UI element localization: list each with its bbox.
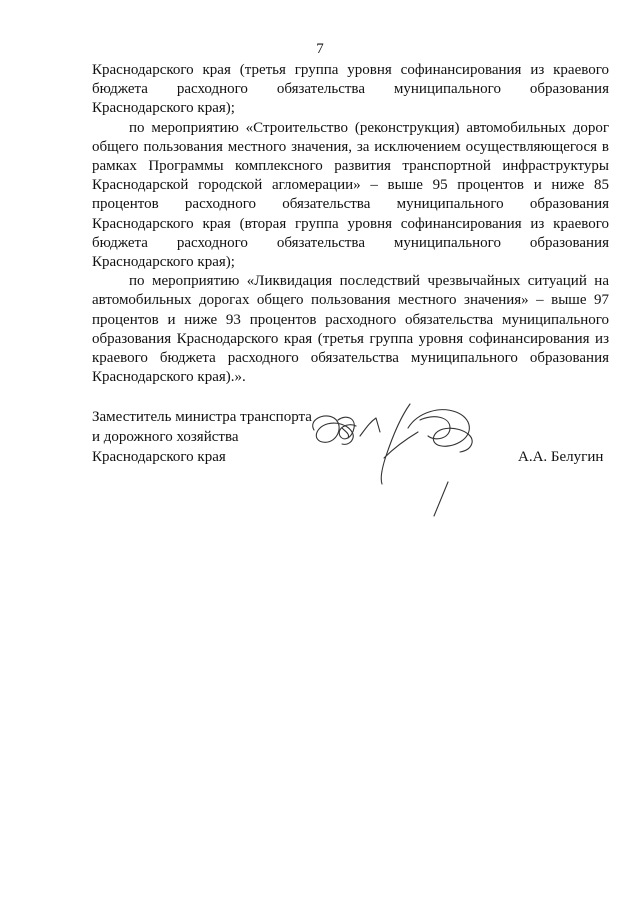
paragraph: Краснодарского края (третья группа уровня софинансирования из краевого бюджета расходного обязательства муниципального образования Краснодарского края);	[92, 62, 609, 117]
page-number: 7	[316, 41, 324, 57]
paragraph: по мероприятию «Ликвидация последствий чрезвычайных ситуаций на автомобильных дорогах общего пользования местного значения» – выше 97 процентов и ниже 93 процентов расходного обязательства муниципального образования Краснодарского края (третья группа уровня софинансирования из краевого бюджета расходного обязательства муниципального образования Краснодарского края).».	[92, 273, 609, 386]
position-line: Краснодарского края	[92, 449, 226, 465]
paragraph: по мероприятию «Строительство (реконструкция) автомобильных дорог общего пользования местного значения, за исключением осуществляющегося в рамках Программы комплексного развития транспортной инфраструктуры Краснодарской городской агломерации» – выше 95 процентов и ниже 85 процентов расходного обязательства муниципального образования Краснодарского края (вторая группа уровня софинансирования из краевого бюджета расходного обязательства муниципального образования Краснодарского края);	[92, 119, 609, 271]
signer-name: А.А. Белугин	[518, 449, 604, 465]
signatory-position	[92, 407, 312, 467]
position-line: и дорожного хозяйства	[92, 429, 239, 445]
position-line: Заместитель министра транспорта	[92, 409, 312, 425]
handwritten-signature	[300, 398, 480, 523]
document-body	[92, 61, 609, 387]
